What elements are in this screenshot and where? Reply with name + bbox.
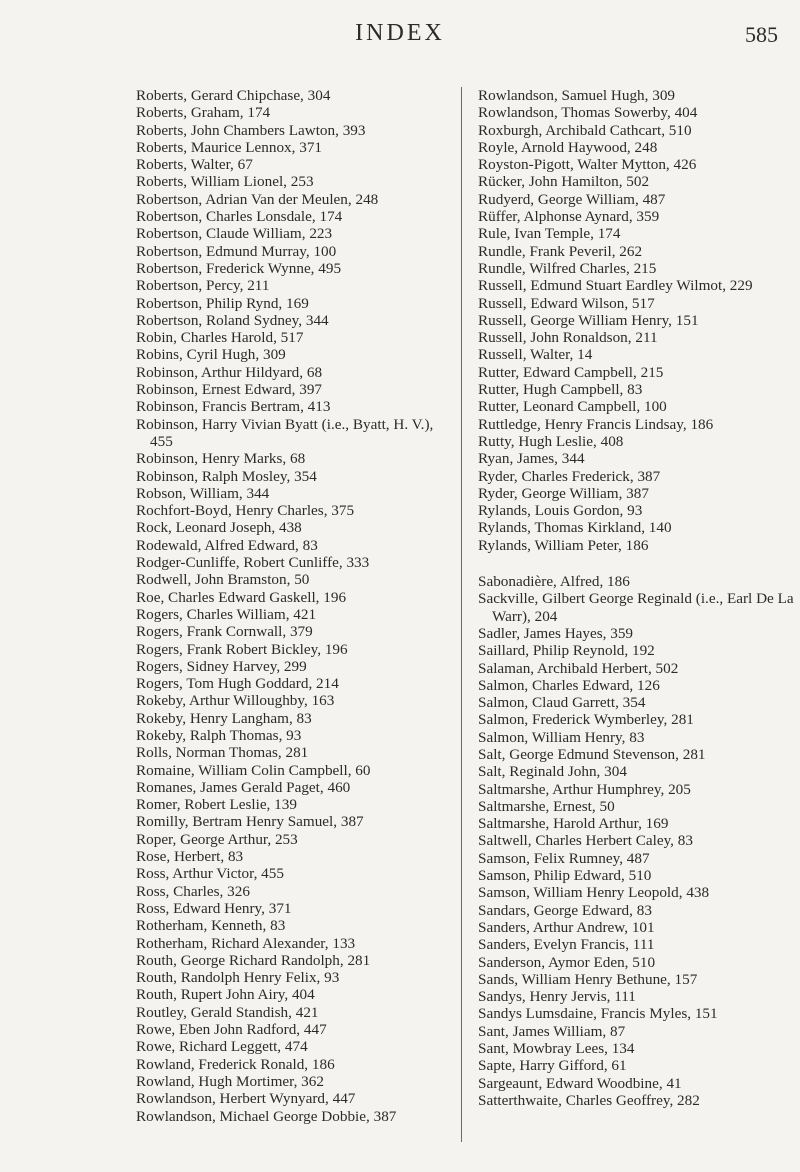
index-entry: Sanderson, Aymor Eden, 510 <box>478 953 656 971</box>
index-entry: Rogers, Sidney Harvey, 299 <box>136 657 307 675</box>
index-entry: Russell, Edward Wilson, 517 <box>478 294 655 312</box>
index-entry: Rutty, Hugh Leslie, 408 <box>478 432 624 450</box>
index-entry: Sackville, Gilbert George Reginald (i.e., Earl De La Warr), 204 <box>478 590 794 625</box>
index-entry: Rutter, Hugh Campbell, 83 <box>478 381 643 399</box>
index-entry: Rowlandson, Thomas Sowerby, 404 <box>478 104 698 122</box>
index-entry: Robertson, Frederick Wynne, 495 <box>136 259 342 277</box>
index-entry: Rutter, Leonard Campbell, 100 <box>478 398 667 416</box>
page-number: 585 <box>745 22 778 47</box>
index-entry: Salt, George Edmund Stevenson, 281 <box>478 745 706 763</box>
index-entry: Rylands, William Peter, 186 <box>478 536 649 554</box>
index-entry: Sandys Lumsdaine, Francis Myles, 151 <box>478 1005 718 1023</box>
index-entry: Rock, Leonard Joseph, 438 <box>136 519 302 537</box>
index-entry: Salt, Reginald John, 304 <box>478 763 627 781</box>
index-entry: Sadler, James Hayes, 359 <box>478 624 634 642</box>
index-entry: Roberts, Walter, 67 <box>136 156 253 174</box>
index-entry: Robertson, Percy, 211 <box>136 277 270 295</box>
index-entry: Sant, Mowbray Lees, 134 <box>478 1040 635 1058</box>
index-entry: Salmon, Charles Edward, 126 <box>478 676 660 694</box>
index-entry: Samson, William Henry Leopold, 438 <box>478 884 710 902</box>
index-entry: Ruttledge, Henry Francis Lindsay, 186 <box>478 415 714 433</box>
index-entry: Rodewald, Alfred Edward, 83 <box>136 536 318 554</box>
index-entry: Rogers, Charles William, 421 <box>136 605 317 623</box>
index-entry: Robson, William, 344 <box>136 484 270 502</box>
index-entry: Robertson, Charles Lonsdale, 174 <box>136 208 343 226</box>
index-entry: Roberts, Gerard Chipchase, 304 <box>136 87 331 104</box>
index-entry: Ross, Charles, 326 <box>136 882 250 900</box>
index-entry: Russell, Edmund Stuart Eardley Wilmot, 229 <box>478 277 753 295</box>
index-entry: Robinson, Arthur Hildyard, 68 <box>136 363 323 381</box>
index-entry: Royle, Arnold Haywood, 248 <box>478 138 658 156</box>
index-entry: Ryder, Charles Frederick, 387 <box>478 467 661 485</box>
index-column-left <box>136 87 446 1125</box>
index-entry: Salmon, William Henry, 83 <box>478 728 645 746</box>
index-entry: Rose, Herbert, 83 <box>136 848 244 866</box>
index-entry: Ryder, George William, 387 <box>478 484 649 502</box>
index-entry: Robins, Cyril Hugh, 309 <box>136 346 286 364</box>
index-entry: Salmon, Claud Garrett, 354 <box>478 694 646 712</box>
index-entry: Rudyerd, George William, 487 <box>478 190 666 208</box>
index-entry: Robertson, Edmund Murray, 100 <box>136 242 337 260</box>
index-entry: Romer, Robert Leslie, 139 <box>136 796 297 814</box>
index-entry: Rule, Ivan Temple, 174 <box>478 225 621 243</box>
index-entry: Rochfort-Boyd, Henry Charles, 375 <box>136 502 355 520</box>
index-entry: Rokeby, Arthur Willoughby, 163 <box>136 692 335 710</box>
index-entry: Roper, George Arthur, 253 <box>136 830 298 848</box>
section-gap <box>478 554 800 573</box>
index-entry: Robertson, Philip Rynd, 169 <box>136 294 309 312</box>
index-entry: Robinson, Harry Vivian Byatt (i.e., Byatt, H. V.), 455 <box>136 415 434 450</box>
index-entry: Saltmarshe, Ernest, 50 <box>478 797 615 815</box>
index-entry: Routley, Gerald Standish, 421 <box>136 1003 319 1021</box>
index-entry: Roberts, Maurice Lennox, 371 <box>136 138 323 156</box>
index-entry: Rotherham, Richard Alexander, 133 <box>136 934 356 952</box>
index-entry: Salaman, Archibald Herbert, 502 <box>478 659 679 677</box>
index-entry: Samson, Felix Rumney, 487 <box>478 849 650 867</box>
index-entry: Robertson, Roland Sydney, 344 <box>136 311 329 329</box>
index-entry: Rowland, Hugh Mortimer, 362 <box>136 1072 324 1090</box>
index-entry: Satterthwaite, Charles Geoffrey, 282 <box>478 1091 700 1109</box>
index-entry: Robinson, Henry Marks, 68 <box>136 450 306 468</box>
index-entry: Rowland, Frederick Ronald, 186 <box>136 1055 335 1073</box>
index-entry: Sabonadière, Alfred, 186 <box>478 573 630 591</box>
index-entry: Roxburgh, Archibald Cathcart, 510 <box>478 121 692 139</box>
index-entry: Rücker, John Hamilton, 502 <box>478 173 650 191</box>
index-entry: Russell, Walter, 14 <box>478 346 593 364</box>
index-entry: Sanders, Evelyn Francis, 111 <box>478 936 655 954</box>
index-entry: Sant, James William, 87 <box>478 1022 626 1040</box>
index-entry: Rutter, Edward Campbell, 215 <box>478 363 664 381</box>
index-entry: Samson, Philip Edward, 510 <box>478 867 652 885</box>
index-entry: Rowlandson, Michael George Dobbie, 387 <box>136 1107 397 1125</box>
index-entry: Rylands, Thomas Kirkland, 140 <box>478 519 672 537</box>
index-entry: Rokeby, Ralph Thomas, 93 <box>136 726 302 744</box>
index-entry: Saillard, Philip Reynold, 192 <box>478 642 655 660</box>
page-header <box>0 14 800 54</box>
index-entry: Rundle, Frank Peveril, 262 <box>478 242 643 260</box>
index-entry: Rogers, Frank Cornwall, 379 <box>136 623 313 641</box>
index-entry: Romilly, Bertram Henry Samuel, 387 <box>136 813 364 831</box>
index-entry: Royston-Pigott, Walter Mytton, 426 <box>478 156 697 174</box>
index-column-right <box>461 87 800 1142</box>
index-entry: Roe, Charles Edward Gaskell, 196 <box>136 588 347 606</box>
index-entry: Sandars, George Edward, 83 <box>478 901 652 919</box>
index-entry: Rowlandson, Herbert Wynyard, 447 <box>136 1090 356 1108</box>
index-entry: Rowe, Richard Leggett, 474 <box>136 1038 308 1056</box>
index-entry: Rogers, Frank Robert Bickley, 196 <box>136 640 348 658</box>
index-entry: Rotherham, Kenneth, 83 <box>136 917 286 935</box>
index-entry: Roberts, John Chambers Lawton, 393 <box>136 121 366 139</box>
index-entry: Sanders, Arthur Andrew, 101 <box>478 918 655 936</box>
index-entry: Rylands, Louis Gordon, 93 <box>478 502 643 520</box>
index-entry: Robertson, Adrian Van der Meulen, 248 <box>136 190 379 208</box>
index-entry: Ryan, James, 344 <box>478 450 585 468</box>
index-entry: Romaine, William Colin Campbell, 60 <box>136 761 371 779</box>
index-entry: Russell, John Ronaldson, 211 <box>478 329 658 347</box>
index-entry: Rokeby, Henry Langham, 83 <box>136 709 312 727</box>
index-entry: Sapte, Harry Gifford, 61 <box>478 1057 627 1075</box>
index-entry: Ross, Arthur Victor, 455 <box>136 865 284 883</box>
index-entry: Robertson, Claude William, 223 <box>136 225 333 243</box>
index-entry: Rolls, Norman Thomas, 281 <box>136 744 309 762</box>
index-entry: Saltwell, Charles Herbert Caley, 83 <box>478 832 693 850</box>
index-entry: Ross, Edward Henry, 371 <box>136 899 292 917</box>
index-entry: Sandys, Henry Jervis, 111 <box>478 988 636 1006</box>
index-entry: Sands, William Henry Bethune, 157 <box>478 970 698 988</box>
index-group-s <box>478 573 800 1109</box>
running-title: INDEX <box>355 20 445 46</box>
index-entry: Robinson, Francis Bertram, 413 <box>136 398 331 416</box>
index-entry: Rogers, Tom Hugh Goddard, 214 <box>136 675 339 693</box>
index-entry: Saltmarshe, Arthur Humphrey, 205 <box>478 780 691 798</box>
index-entry: Robin, Charles Harold, 517 <box>136 329 304 347</box>
index-entry: Rowlandson, Samuel Hugh, 309 <box>478 87 676 104</box>
index-entry: Routh, Randolph Henry Felix, 93 <box>136 969 340 987</box>
index-entry: Salmon, Frederick Wymberley, 281 <box>478 711 694 729</box>
index-entry: Rüffer, Alphonse Aynard, 359 <box>478 208 660 226</box>
index-entry: Rowe, Eben John Radford, 447 <box>136 1021 327 1039</box>
index-entry: Saltmarshe, Harold Arthur, 169 <box>478 815 669 833</box>
index-entry: Rundle, Wilfred Charles, 215 <box>478 259 657 277</box>
index-group-r <box>478 87 800 554</box>
index-entry: Routh, George Richard Randolph, 281 <box>136 951 371 969</box>
index-entry: Sargeaunt, Edward Woodbine, 41 <box>478 1074 682 1092</box>
index-entry: Romanes, James Gerald Paget, 460 <box>136 778 351 796</box>
index-entry: Rodwell, John Bramston, 50 <box>136 571 310 589</box>
index-entry: Russell, George William Henry, 151 <box>478 311 699 329</box>
index-entry: Routh, Rupert John Airy, 404 <box>136 986 315 1004</box>
index-entry: Robinson, Ralph Mosley, 354 <box>136 467 317 485</box>
index-entry: Rodger-Cunliffe, Robert Cunliffe, 333 <box>136 554 370 572</box>
index-entry: Robinson, Ernest Edward, 397 <box>136 381 323 399</box>
index-entry: Roberts, William Lionel, 253 <box>136 173 314 191</box>
index-entry: Roberts, Graham, 174 <box>136 104 271 122</box>
